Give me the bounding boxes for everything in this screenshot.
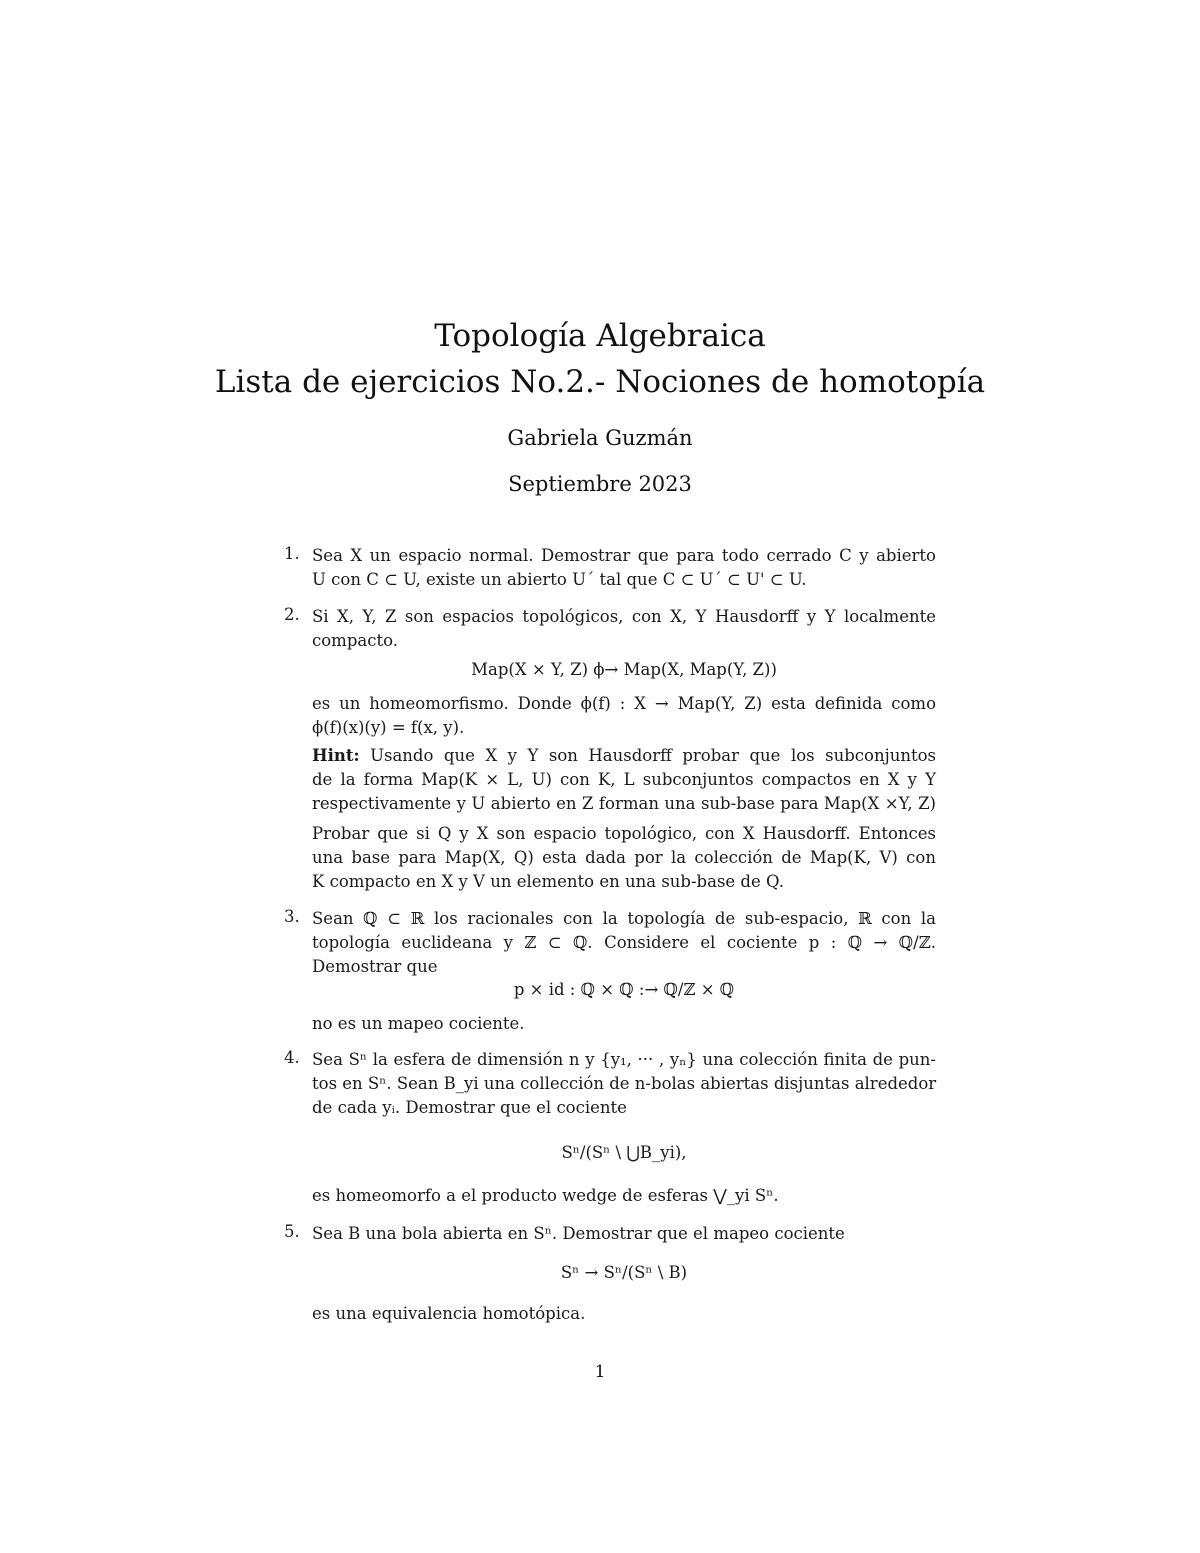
exercise-line: es una equivalencia homotópica. [312, 1304, 586, 1323]
hint-line: de la forma Map(K × L, U) con K, L subconjuntos compactos en X y Y [312, 770, 936, 789]
exercise-number: 3. [284, 907, 300, 926]
exercise-number: 5. [284, 1222, 300, 1241]
exercise-number: 2. [284, 605, 300, 624]
exercise-line: Sea B una bola abierta en Sⁿ. Demostrar que el mapeo cociente [312, 1224, 845, 1243]
exercise-line: Sea Sⁿ la esfera de dimensión n y {y₁, ··· , yₙ} una colección finita de pun- [312, 1050, 936, 1069]
exercise-line: de cada yᵢ. Demostrar que el cociente [312, 1098, 627, 1117]
display-equation: Sⁿ → Sⁿ/(Sⁿ \ B) [560, 1263, 688, 1282]
hint-text: Usando que X y Y son Hausdorff probar que los subconjuntos [370, 746, 936, 765]
exercise-line: no es un mapeo cociente. [312, 1014, 525, 1033]
display-equation: Map(X × Y, Z) ϕ→ Map(X, Map(Y, Z)) [471, 660, 777, 679]
exercise-line: Probar que si Q y X son espacio topológico, con X Hausdorff. Entonces [312, 824, 936, 843]
exercise-line: es homeomorfo a el producto wedge de esferas ⋁_yi Sⁿ. [312, 1186, 779, 1205]
hint-label: Hint: [312, 746, 360, 765]
document-title: Topología Algebraica [434, 318, 766, 354]
page-number: 1 [594, 1362, 606, 1382]
hint-line [312, 744, 936, 768]
hint-line: respectivamente y U abierto en Z forman una sub-base para Map(X ×Y, Z) [312, 794, 936, 813]
exercise-line: K compacto en X y V un elemento en una sub-base de Q. [312, 872, 784, 891]
exercise-line: una base para Map(X, Q) esta dada por la colección de Map(K, V) con [312, 848, 936, 867]
document-subtitle: Lista de ejercicios No.2.- Nociones de homotopía [214, 364, 986, 400]
exercise-line: Demostrar que [312, 957, 438, 976]
exercise-line: ϕ(f)(x)(y) = f(x, y). [312, 718, 465, 737]
exercise-line: tos en Sⁿ. Sean B_yi una collección de n-bolas abiertas disjuntas alrededor [312, 1074, 937, 1093]
display-equation: p × id : ℚ × ℚ :→ ℚ/ℤ × ℚ [513, 980, 735, 999]
author: Gabriela Guzmán [507, 426, 693, 450]
exercise-line: topología euclideana y ℤ ⊂ ℚ. Considere el cociente p : ℚ → ℚ/ℤ. [312, 933, 936, 952]
exercise-line: compacto. [312, 631, 398, 650]
exercise-number: 4. [284, 1048, 300, 1067]
date: Septiembre 2023 [508, 472, 692, 496]
exercise-line: Si X, Y, Z son espacios topológicos, con X, Y Hausdorff y Y localmente [312, 607, 936, 626]
exercise-line: Sea X un espacio normal. Demostrar que para todo cerrado C y abierto [312, 546, 936, 565]
exercise-line: U con C ⊂ U, existe un abierto U´ tal que C ⊂ U´ ⊂ U' ⊂ U. [312, 570, 807, 589]
exercise-line: Sean ℚ ⊂ ℝ los racionales con la topología de sub-espacio, ℝ con la [312, 909, 936, 928]
exercise-line: es un homeomorfismo. Donde ϕ(f) : X → Map(Y, Z) esta definida como [312, 694, 936, 713]
exercise-number: 1. [284, 544, 300, 563]
display-equation: Sⁿ/(Sⁿ \ ⋃B_yi), [561, 1143, 687, 1162]
